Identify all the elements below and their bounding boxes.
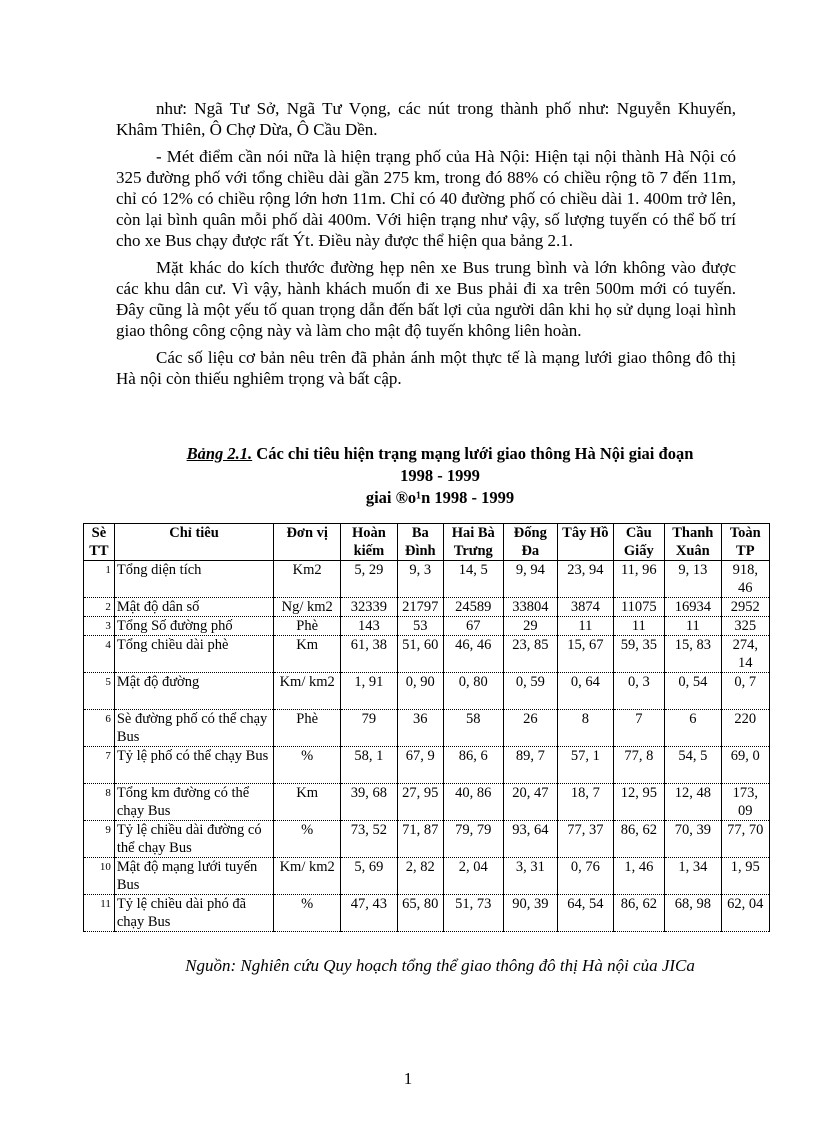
table-cell: %	[274, 821, 341, 858]
table-cell: 0, 64	[558, 673, 614, 710]
table-cell: 2, 04	[443, 858, 503, 895]
table-cell: 1, 34	[665, 858, 722, 895]
table-cell: 26	[503, 710, 558, 747]
table-row	[84, 636, 770, 673]
table-cell: 90, 39	[503, 895, 558, 932]
column-header: Ba Đình	[397, 524, 443, 561]
table-cell: Km/ km2	[274, 673, 341, 710]
table-row	[84, 598, 770, 617]
table-cell: 8	[558, 710, 614, 747]
table-cell: 18, 7	[558, 784, 614, 821]
indicator-name: Tổng km đường có thể chạy Bus	[114, 784, 273, 821]
column-header: Chỉ tiêu	[114, 524, 273, 561]
row-number: 7	[84, 747, 115, 784]
table-cell: 9, 13	[665, 561, 722, 598]
table-cell: 0, 76	[558, 858, 614, 895]
table-cell: 220	[721, 710, 769, 747]
caption-line-1	[90, 443, 790, 465]
table-cell: 20, 47	[503, 784, 558, 821]
table-cell: Km2	[274, 561, 341, 598]
table-cell: 0, 3	[613, 673, 664, 710]
table-cell: 73, 52	[341, 821, 398, 858]
caption-label: Bảng 2.1.	[186, 444, 253, 463]
table-cell: 46, 46	[443, 636, 503, 673]
table-cell: 27, 95	[397, 784, 443, 821]
table-cell: 0, 7	[721, 673, 769, 710]
table-row	[84, 710, 770, 747]
table-cell: 58	[443, 710, 503, 747]
table-cell: 57, 1	[558, 747, 614, 784]
table-cell: 9, 3	[397, 561, 443, 598]
table-caption	[90, 443, 790, 509]
table-cell: 53	[397, 617, 443, 636]
body-text	[116, 98, 736, 395]
table-cell: 67, 9	[397, 747, 443, 784]
table-cell: 0, 54	[665, 673, 722, 710]
table-cell: 67	[443, 617, 503, 636]
table-cell: %	[274, 895, 341, 932]
paragraph: - Mét điểm cần nói nữa là hiện trạng phố của Hà Nội: Hiện tại nội thành Hà Nội có 325 đường phố với tổng chiều dài gần 275 km, trong đó 88% có chiều rộng tõ 7 đến 11m, chỉ có 12% có chiều rộng lớn hơn 11m. Chỉ có 40 đường phố có chiều dài 1. 400m trở lên, còn lại bình quân mỗi phố dài 400m. Với hiện trạng như vậy, số lượng tuyến có thể bố trí cho xe Bus chạy được rất Ýt. Điều này được thể hiện qua bảng 2.1.	[116, 147, 736, 250]
table-cell: 32339	[341, 598, 398, 617]
table-cell: 59, 35	[613, 636, 664, 673]
indicator-name: Mật độ đường	[114, 673, 273, 710]
table-cell: 1, 46	[613, 858, 664, 895]
table-cell: 3, 31	[503, 858, 558, 895]
column-header: Tây Hồ	[558, 524, 614, 561]
row-number: 10	[84, 858, 115, 895]
table-cell: 68, 98	[665, 895, 722, 932]
table-cell: 6	[665, 710, 722, 747]
indicator-name: Tổng diện tích	[114, 561, 273, 598]
table-cell: 47, 43	[341, 895, 398, 932]
row-number: 8	[84, 784, 115, 821]
table-cell: 1, 95	[721, 858, 769, 895]
table-cell: 918, 46	[721, 561, 769, 598]
table-cell: 54, 5	[665, 747, 722, 784]
table-cell: 23, 85	[503, 636, 558, 673]
table-cell: 2, 82	[397, 858, 443, 895]
data-table	[83, 523, 770, 932]
caption-line-3: giai ®o¹n 1998 - 1999	[365, 488, 515, 507]
table-cell: 7	[613, 710, 664, 747]
table-cell: 0, 80	[443, 673, 503, 710]
table-row	[84, 673, 770, 710]
table-row	[84, 784, 770, 821]
table-cell: 71, 87	[397, 821, 443, 858]
indicator-name: Tỷ lệ chiều dài đường có thể chạy Bus	[114, 821, 273, 858]
table-cell: %	[274, 747, 341, 784]
row-number: 11	[84, 895, 115, 932]
table-cell: 86, 6	[443, 747, 503, 784]
table-cell: 1, 91	[341, 673, 398, 710]
table-cell: 62, 04	[721, 895, 769, 932]
table-cell: 5, 29	[341, 561, 398, 598]
table-cell: 64, 54	[558, 895, 614, 932]
row-number: 5	[84, 673, 115, 710]
indicator-name: Sè đường phố có thể chạy Bus	[114, 710, 273, 747]
indicator-name: Mật độ mạng lưới tuyến Bus	[114, 858, 273, 895]
table-row	[84, 747, 770, 784]
column-header: Toàn TP	[721, 524, 769, 561]
table-cell: 79, 79	[443, 821, 503, 858]
indicator-name: Tổng Số đường phố	[114, 617, 273, 636]
table-header-row	[84, 524, 770, 561]
table-cell: 89, 7	[503, 747, 558, 784]
table-cell: Phè	[274, 710, 341, 747]
row-number: 3	[84, 617, 115, 636]
column-header: Thanh Xuân	[665, 524, 722, 561]
table-cell: 29	[503, 617, 558, 636]
table-cell: 325	[721, 617, 769, 636]
table-cell: 9, 94	[503, 561, 558, 598]
table-cell: 3874	[558, 598, 614, 617]
table-cell: 39, 68	[341, 784, 398, 821]
table-cell: 93, 64	[503, 821, 558, 858]
column-header: Đống Đa	[503, 524, 558, 561]
row-number: 9	[84, 821, 115, 858]
table-row	[84, 858, 770, 895]
table-cell: 86, 62	[613, 821, 664, 858]
table-cell: 61, 38	[341, 636, 398, 673]
table-cell: 21797	[397, 598, 443, 617]
row-number: 2	[84, 598, 115, 617]
column-header: Hoàn kiếm	[341, 524, 398, 561]
table-cell: 0, 59	[503, 673, 558, 710]
table-cell: 14, 5	[443, 561, 503, 598]
table-cell: 77, 70	[721, 821, 769, 858]
table-cell: 51, 60	[397, 636, 443, 673]
table-cell: 11075	[613, 598, 664, 617]
row-number: 6	[84, 710, 115, 747]
table-cell: 15, 83	[665, 636, 722, 673]
paragraph: Các số liệu cơ bản nêu trên đã phản ánh một thực tế là mạng lưới giao thông đô thị Hà nội còn thiếu nghiêm trọng và bất cập.	[116, 348, 736, 388]
table-cell: 11	[558, 617, 614, 636]
table-cell: 0, 90	[397, 673, 443, 710]
table-cell: 79	[341, 710, 398, 747]
table-cell: 11, 96	[613, 561, 664, 598]
table-cell: 51, 73	[443, 895, 503, 932]
table-cell: Km	[274, 636, 341, 673]
table-cell: 274, 14	[721, 636, 769, 673]
table-cell: 77, 37	[558, 821, 614, 858]
column-header: Sè TT	[84, 524, 115, 561]
table-cell: 40, 86	[443, 784, 503, 821]
table-cell: 86, 62	[613, 895, 664, 932]
page-number: 1	[403, 1069, 413, 1088]
table-cell: 12, 48	[665, 784, 722, 821]
table-cell: 70, 39	[665, 821, 722, 858]
table-cell: 36	[397, 710, 443, 747]
table-row	[84, 895, 770, 932]
table-cell: 23, 94	[558, 561, 614, 598]
source-note: Nguồn: Nghiên cứu Quy hoạch tổng thể giao thông đô thị Hà nội của JICa	[185, 956, 695, 975]
table-cell: 143	[341, 617, 398, 636]
table-cell: 69, 0	[721, 747, 769, 784]
table-row	[84, 617, 770, 636]
column-header: Cầu Giấy	[613, 524, 664, 561]
table-cell: Ng/ km2	[274, 598, 341, 617]
table-cell: 33804	[503, 598, 558, 617]
table-cell: Phè	[274, 617, 341, 636]
indicator-name: Tỷ lệ chiều dài phó đã chạy Bus	[114, 895, 273, 932]
table-cell: 2952	[721, 598, 769, 617]
indicator-name: Mật độ dân số	[114, 598, 273, 617]
column-header: Đơn vị	[274, 524, 341, 561]
indicator-name: Tỷ lệ phố có thể chạy Bus	[114, 747, 273, 784]
caption-line-2: 1998 - 1999	[400, 466, 480, 485]
table-cell: 12, 95	[613, 784, 664, 821]
table-cell: 11	[613, 617, 664, 636]
paragraph: như: Ngã Tư Sở, Ngã Tư Vọng, các nút trong thành phố như: Nguyễn Khuyến, Khâm Thiên, Ô Chợ Dừa, Ô Cầu Dền.	[116, 99, 736, 139]
table-cell: 77, 8	[613, 747, 664, 784]
table-row	[84, 821, 770, 858]
indicator-name: Tổng chiều dài phè	[114, 636, 273, 673]
table-cell: 11	[665, 617, 722, 636]
table-cell: 58, 1	[341, 747, 398, 784]
column-header: Hai Bà Trưng	[443, 524, 503, 561]
table-cell: 173, 09	[721, 784, 769, 821]
table-cell: 5, 69	[341, 858, 398, 895]
row-number: 4	[84, 636, 115, 673]
caption-title: Các chỉ tiêu hiện trạng mạng lưới giao thông Hà Nội giai đoạn	[252, 444, 694, 463]
table-cell: 15, 67	[558, 636, 614, 673]
table-cell: 65, 80	[397, 895, 443, 932]
row-number: 1	[84, 561, 115, 598]
table-cell: Km/ km2	[274, 858, 341, 895]
table-cell: 16934	[665, 598, 722, 617]
table-cell: 24589	[443, 598, 503, 617]
table-row	[84, 561, 770, 598]
table-cell: Km	[274, 784, 341, 821]
paragraph: Mặt khác do kích thước đường hẹp nên xe Bus trung bình và lớn không vào được các khu dân cư. Vì vậy, hành khách muốn đi xe Bus phải đi xa trên 500m mới có tuyến. Đây cũng là một yếu tố quan trọng dẫn đến bất lợi của người dân khi họ sử dụng loại hình giao thông công cộng này và làm cho mật độ tuyến không liên hoàn.	[116, 258, 736, 340]
